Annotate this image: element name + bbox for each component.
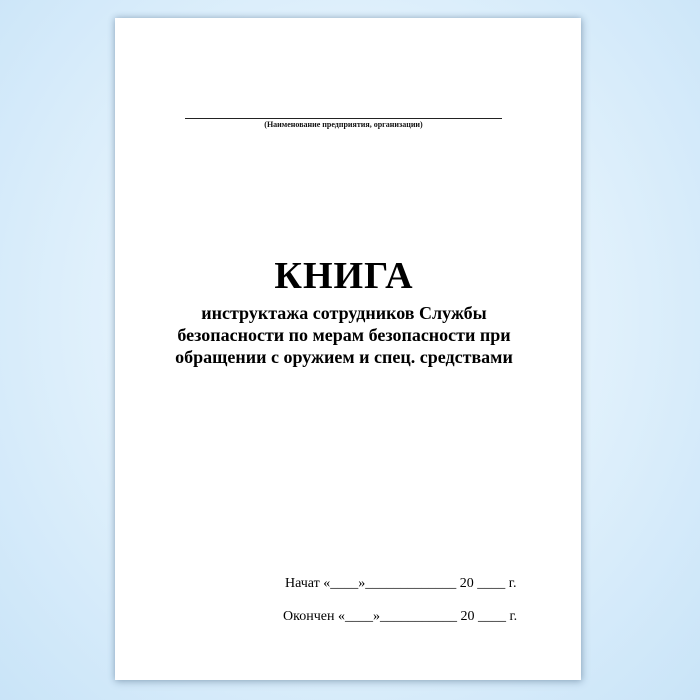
subtitle-line: инструктажа сотрудников Службы [201,303,487,323]
subtitle-line: обращении с оружием и спец. средствами [175,347,513,367]
subtitle-line: безопасности по мерам безопасности при [177,325,511,345]
document-cover-page [115,18,581,680]
organization-name-line [185,118,502,119]
document-subtitle [135,302,553,368]
ended-date-line: Окончен «____»___________ 20 ____ г. [283,609,518,624]
document-title: КНИГА [274,255,414,297]
started-date-line: Начат «____»_____________ 20 ____ г. [285,576,517,591]
organization-caption: (Наименование предприятия, организации) [264,120,423,129]
